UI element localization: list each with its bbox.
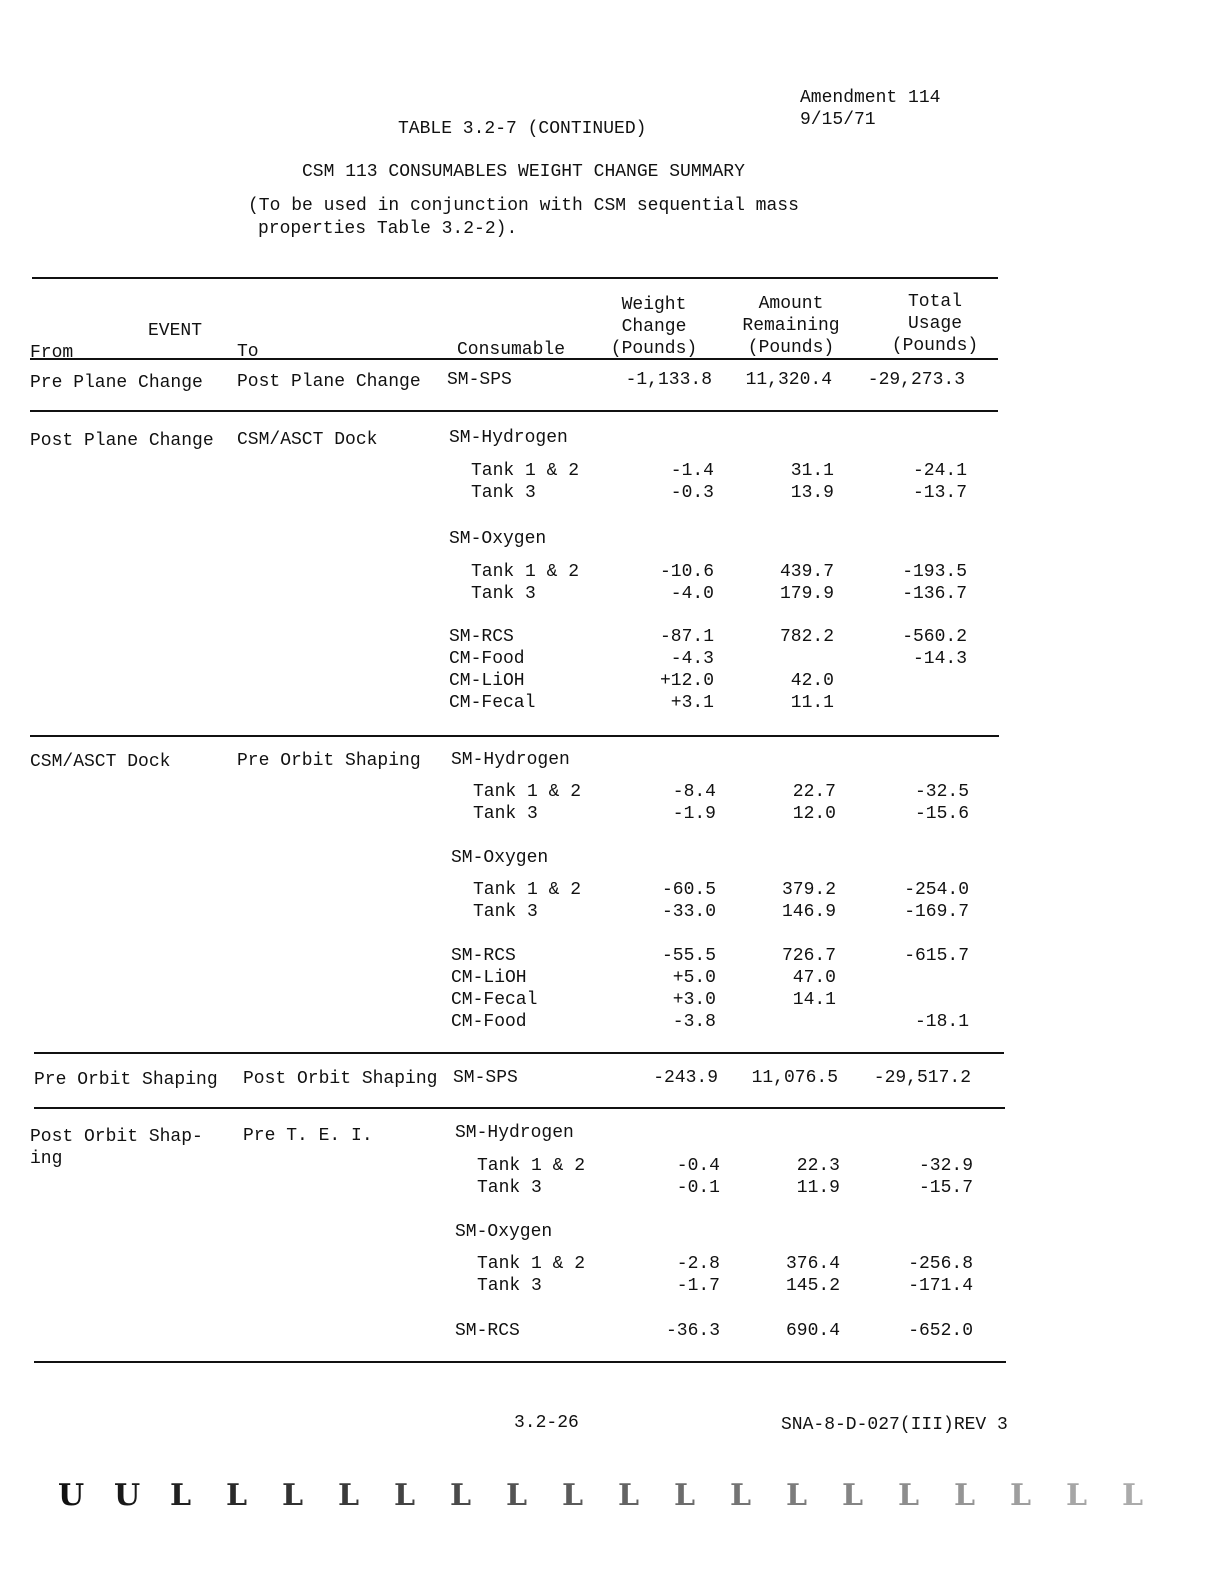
consumable-cell: SM-SPS: [447, 370, 512, 390]
col-header-amount-remaining-2: Remaining: [742, 316, 840, 336]
event-from: ing: [30, 1149, 63, 1169]
amount-remaining-cell: 376.4: [785, 1254, 840, 1274]
total-usage-cell: -14.3: [912, 649, 967, 669]
page-number: 3.2-26: [514, 1413, 579, 1433]
amount-remaining-cell: 145.2: [785, 1276, 840, 1296]
total-usage-cell: -169.7: [904, 902, 969, 922]
col-header-weight-change-2: Change: [621, 317, 687, 337]
consumable-cell: SM-Hydrogen: [455, 1123, 574, 1143]
weight-change-cell: -55.5: [661, 946, 716, 966]
event-from: Pre Plane Change: [30, 373, 203, 393]
scan-mark: U: [58, 1478, 85, 1513]
amount-remaining-cell: 14.1: [792, 990, 836, 1010]
scan-mark: L: [674, 1478, 696, 1513]
amount-remaining-cell: 690.4: [785, 1321, 840, 1341]
weight-change-cell: -1.9: [672, 804, 716, 824]
table-title: CSM 113 CONSUMABLES WEIGHT CHANGE SUMMARY: [302, 162, 745, 182]
weight-change-cell: -4.3: [670, 649, 714, 669]
scan-mark: L: [170, 1478, 192, 1513]
table-note-line1: (To be used in conjunction with CSM sequential mass: [248, 196, 799, 216]
total-usage-cell: -560.2: [902, 627, 967, 647]
consumable-cell: SM-RCS: [451, 946, 516, 966]
consumable-cell: Tank 1 & 2: [477, 1156, 586, 1176]
scan-mark: L: [450, 1478, 472, 1513]
amount-remaining-cell: 379.2: [781, 880, 836, 900]
scan-mark: L: [394, 1478, 416, 1513]
event-from: CSM/ASCT Dock: [30, 752, 171, 772]
group-separator-rule: [34, 1361, 1006, 1363]
event-from: Post Orbit Shap-: [30, 1127, 203, 1147]
weight-change-cell: -36.3: [665, 1321, 720, 1341]
consumable-cell: SM-RCS: [455, 1321, 520, 1341]
col-header-consumable: Consumable: [457, 340, 566, 360]
weight-change-cell: -243.9: [653, 1068, 718, 1088]
amount-remaining-cell: 13.9: [790, 483, 834, 503]
consumable-cell: SM-Hydrogen: [449, 428, 568, 448]
total-usage-cell: -615.7: [904, 946, 969, 966]
scan-mark: L: [338, 1478, 360, 1513]
consumable-cell: CM-LiOH: [451, 968, 527, 988]
consumable-cell: Tank 1 & 2: [473, 782, 582, 802]
consumable-cell: SM-Oxygen: [449, 529, 547, 549]
consumable-cell: SM-RCS: [449, 627, 514, 647]
weight-change-cell: -87.1: [659, 627, 714, 647]
weight-change-cell: -0.4: [676, 1156, 720, 1176]
weight-change-cell: -10.6: [659, 562, 714, 582]
col-header-amount-remaining-3: (Pounds): [747, 338, 835, 358]
total-usage-cell: -254.0: [904, 880, 969, 900]
weight-change-cell: -1.7: [676, 1276, 720, 1296]
total-usage-cell: -18.1: [914, 1012, 969, 1032]
weight-change-cell: -33.0: [661, 902, 716, 922]
amount-remaining-cell: 22.7: [792, 782, 836, 802]
scan-mark: L: [954, 1478, 976, 1513]
document-id: SNA-8-D-027(III)REV 3: [781, 1415, 1008, 1435]
col-header-from: From: [30, 343, 74, 363]
event-to: Pre T. E. I.: [243, 1126, 373, 1146]
group-separator-rule: [34, 1107, 1005, 1109]
amendment-date: 9/15/71: [800, 110, 876, 130]
event-to: Post Orbit Shaping: [243, 1069, 438, 1089]
weight-change-cell: -4.0: [670, 584, 714, 604]
scan-mark: L: [730, 1478, 752, 1513]
weight-change-cell: -1.4: [670, 461, 714, 481]
amount-remaining-cell: 146.9: [781, 902, 836, 922]
event-to: Pre Orbit Shaping: [237, 751, 421, 771]
consumable-cell: SM-Oxygen: [455, 1222, 553, 1242]
event-from: Post Plane Change: [30, 431, 214, 451]
amount-remaining-cell: 31.1: [790, 461, 834, 481]
consumable-cell: Tank 3: [471, 483, 536, 503]
amount-remaining-cell: 47.0: [792, 968, 836, 988]
table-top-rule: [32, 277, 998, 279]
weight-change-cell: -1,133.8: [625, 370, 712, 390]
col-header-total-usage-1: Total: [907, 292, 962, 312]
consumable-cell: SM-Oxygen: [451, 848, 549, 868]
weight-change-cell: +3.1: [670, 693, 714, 713]
group-separator-rule: [34, 1052, 1004, 1054]
amount-remaining-cell: 726.7: [781, 946, 836, 966]
consumable-cell: CM-Fecal: [451, 990, 538, 1010]
scan-mark: L: [1066, 1478, 1088, 1513]
consumable-cell: Tank 3: [471, 584, 536, 604]
scan-mark: L: [618, 1478, 640, 1513]
consumable-cell: CM-Fecal: [449, 693, 536, 713]
total-usage-cell: -29,517.2: [873, 1068, 971, 1088]
amendment-label: Amendment 114: [800, 88, 941, 108]
total-usage-cell: -193.5: [902, 562, 967, 582]
table-note-line2: properties Table 3.2-2).: [258, 219, 518, 239]
scan-mark: L: [506, 1478, 528, 1513]
consumable-cell: CM-LiOH: [449, 671, 525, 691]
scan-mark: L: [786, 1478, 808, 1513]
group-separator-rule: [30, 735, 999, 737]
scan-mark: L: [842, 1478, 864, 1513]
weight-change-cell: +5.0: [672, 968, 716, 988]
consumable-cell: Tank 1 & 2: [473, 880, 582, 900]
total-usage-cell: -29,273.3: [867, 370, 965, 390]
consumable-cell: Tank 1 & 2: [477, 1254, 586, 1274]
event-from: Pre Orbit Shaping: [34, 1070, 218, 1090]
scan-mark: L: [1010, 1478, 1032, 1513]
scan-mark: L: [898, 1478, 920, 1513]
amount-remaining-cell: 11.9: [796, 1178, 840, 1198]
total-usage-cell: -24.1: [912, 461, 967, 481]
col-header-total-usage-2: Usage: [907, 314, 962, 334]
total-usage-cell: -256.8: [908, 1254, 973, 1274]
consumable-cell: Tank 3: [473, 804, 538, 824]
scan-mark: L: [1122, 1478, 1144, 1513]
amount-remaining-cell: 11,320.4: [745, 370, 832, 390]
total-usage-cell: -32.5: [914, 782, 969, 802]
total-usage-cell: -15.6: [914, 804, 969, 824]
table-id: TABLE 3.2-7 (CONTINUED): [398, 119, 647, 139]
weight-change-cell: +12.0: [659, 671, 714, 691]
weight-change-cell: -0.3: [670, 483, 714, 503]
consumable-cell: Tank 1 & 2: [471, 562, 580, 582]
consumable-cell: SM-SPS: [453, 1068, 518, 1088]
total-usage-cell: -136.7: [902, 584, 967, 604]
col-header-total-usage-3: (Pounds): [891, 336, 979, 356]
event-to: CSM/ASCT Dock: [237, 430, 378, 450]
consumable-cell: SM-Hydrogen: [451, 750, 570, 770]
consumable-cell: Tank 3: [477, 1178, 542, 1198]
total-usage-cell: -652.0: [908, 1321, 973, 1341]
scan-mark: L: [562, 1478, 584, 1513]
weight-change-cell: -2.8: [676, 1254, 720, 1274]
col-header-event: EVENT: [147, 321, 202, 341]
scan-mark: L: [226, 1478, 248, 1513]
amount-remaining-cell: 11,076.5: [751, 1068, 838, 1088]
col-header-amount-remaining-1: Amount: [758, 294, 824, 314]
amount-remaining-cell: 179.9: [779, 584, 834, 604]
weight-change-cell: +3.0: [672, 990, 716, 1010]
weight-change-cell: -3.8: [672, 1012, 716, 1032]
weight-change-cell: -0.1: [676, 1178, 720, 1198]
col-header-to: To: [237, 342, 259, 362]
total-usage-cell: -32.9: [918, 1156, 973, 1176]
amount-remaining-cell: 42.0: [790, 671, 834, 691]
total-usage-cell: -171.4: [908, 1276, 973, 1296]
consumable-cell: Tank 3: [477, 1276, 542, 1296]
consumable-cell: Tank 3: [473, 902, 538, 922]
col-header-weight-change-3: (Pounds): [610, 339, 698, 359]
amount-remaining-cell: 12.0: [792, 804, 836, 824]
consumable-cell: CM-Food: [451, 1012, 527, 1032]
amount-remaining-cell: 11.1: [790, 693, 834, 713]
weight-change-cell: -60.5: [661, 880, 716, 900]
amount-remaining-cell: 22.3: [796, 1156, 840, 1176]
header-bottom-rule: [30, 358, 998, 360]
consumable-cell: CM-Food: [449, 649, 525, 669]
scan-mark: L: [282, 1478, 304, 1513]
total-usage-cell: -13.7: [912, 483, 967, 503]
weight-change-cell: -8.4: [672, 782, 716, 802]
amount-remaining-cell: 439.7: [779, 562, 834, 582]
amount-remaining-cell: 782.2: [779, 627, 834, 647]
consumable-cell: Tank 1 & 2: [471, 461, 580, 481]
total-usage-cell: -15.7: [918, 1178, 973, 1198]
group-separator-rule: [30, 410, 998, 412]
event-to: Post Plane Change: [237, 372, 421, 392]
col-header-weight-change-1: Weight: [621, 295, 687, 315]
scan-mark: U: [114, 1478, 141, 1513]
scan-marks: [58, 1478, 1158, 1518]
